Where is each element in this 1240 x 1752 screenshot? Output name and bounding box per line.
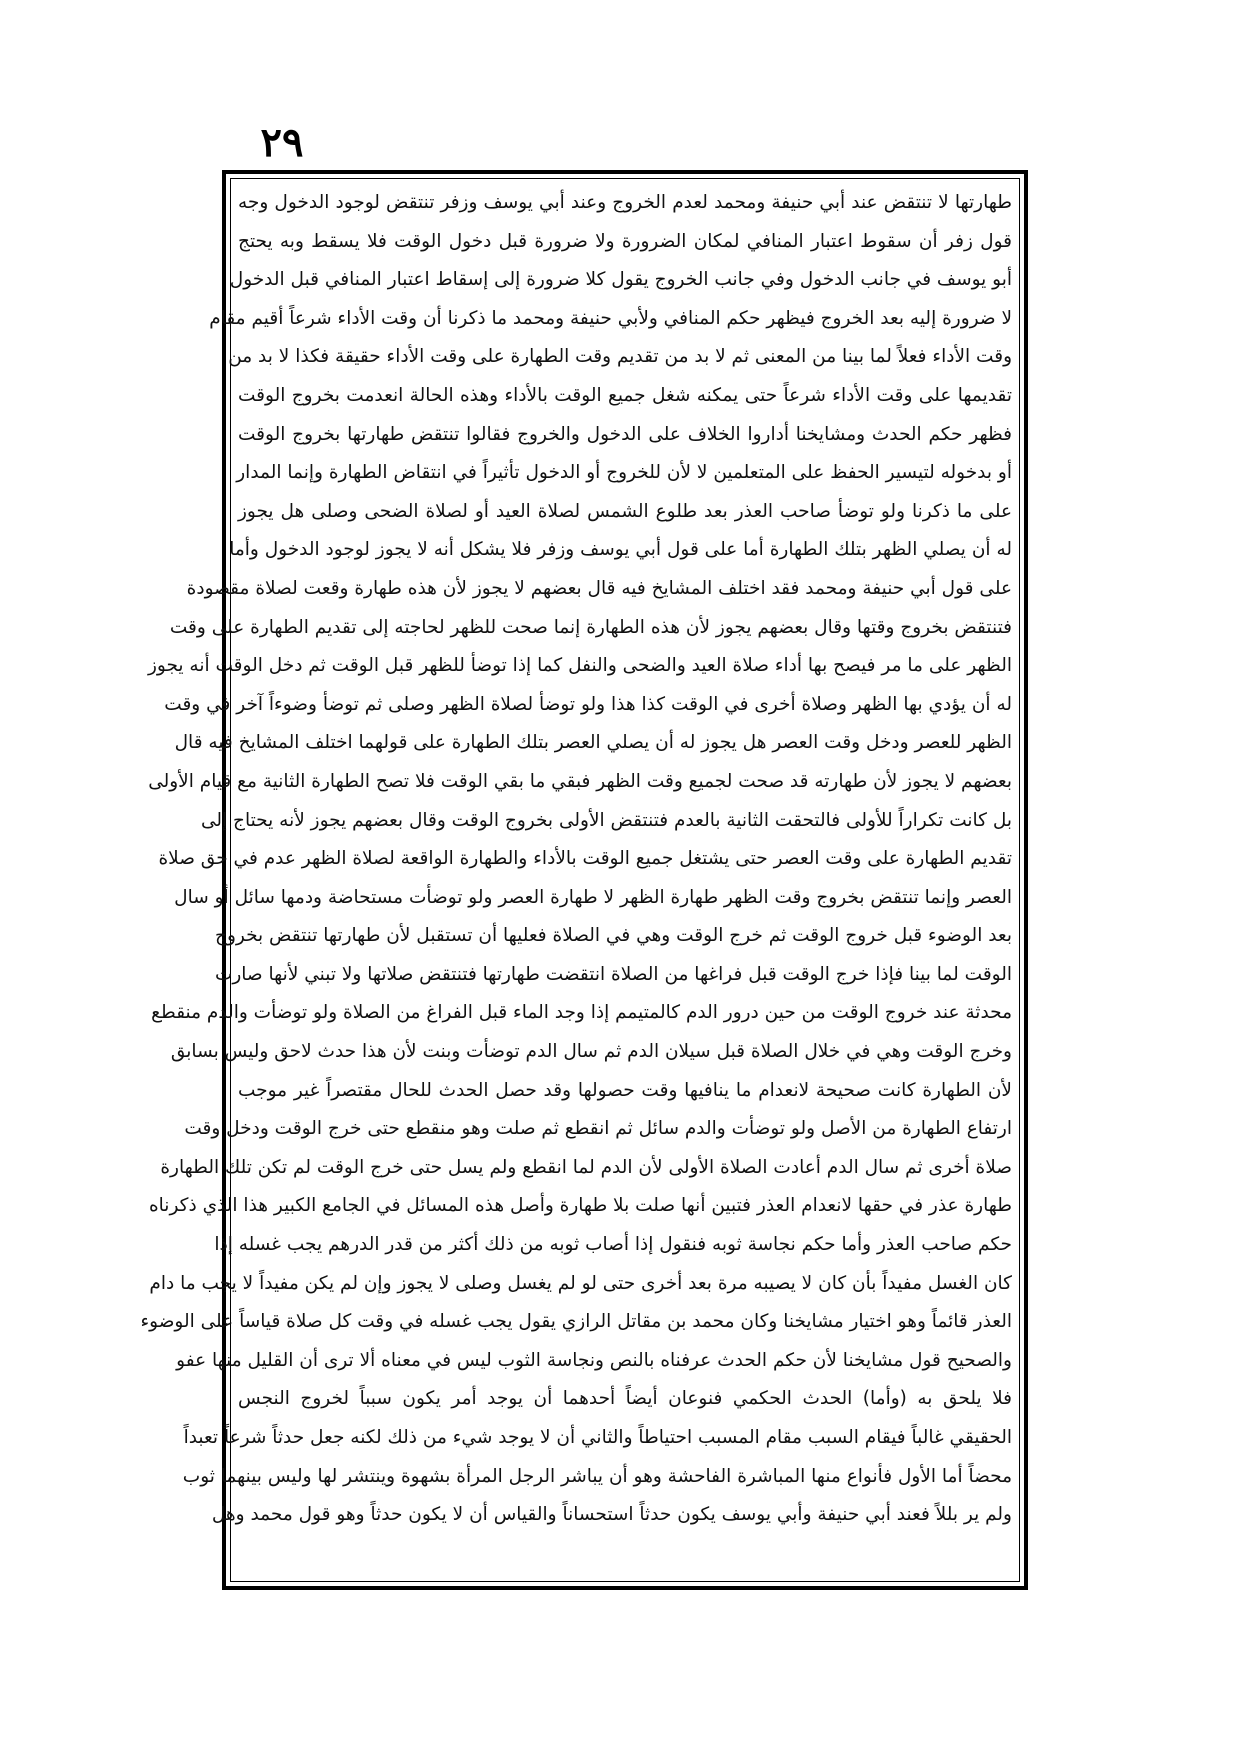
- text-line: طهارة عذر في حقها لانعدام العذر فتبين أنها صلت بلا طهارة وأصل هذه المسائل في الجامع الكبير هذا الذي ذكرناه: [148, 1195, 1012, 1217]
- text-line: فظهر حكم الحدث ومشايخنا أداروا الخلاف على الدخول والخروج فقالوا تنتقض طهارتها بخروج الوقت: [238, 423, 1012, 445]
- text-line: أبو يوسف في جانب الدخول وفي جانب الخروج يقول كلا ضرورة إلى إسقاط اعتبار المنافي قبل الدخول: [229, 269, 1012, 291]
- text-body: [140, 184, 1012, 1576]
- text-line: فتنتقض بخروج وقتها وقال بعضهم يجوز لأن هذه الطهارة إنما صحت للظهر لحاجته إلى تقديم الطهارة على وقت: [169, 616, 1012, 638]
- text-line: له أن يصلي الظهر بتلك الطهارة أما على قول أبي يوسف وزفر فلا يشكل أنه لا يجوز لوجود الدخول وأما: [229, 539, 1012, 561]
- text-line: قول زفر أن سقوط اعتبار المنافي لمكان الضرورة ولا ضرورة قبل دخول الوقت فلا يسقط وبه يحتج: [238, 230, 1012, 252]
- text-line: له أن يؤدي بها الظهر وصلاة أخرى في الوقت كذا هذا ولو توضأ لصلاة الظهر وصلى ثم توضأ وضوءاً آخر في وقت: [164, 693, 1012, 715]
- text-line: ولم ير بللاً فعند أبي حنيفة وأبي يوسف يكون حدثاً استحساناً والقياس أن لا يكون حدثاً وهو قول محمد وهل: [211, 1504, 1012, 1526]
- text-line: محضاً أما الأول فأنواع منها المباشرة الفاحشة وهو أن يباشر الرجل المرأة بشهوة وينتشر لها وليس بينهما ثوب: [182, 1465, 1012, 1487]
- text-line: ارتفاع الطهارة من الأصل ولو توضأت والدم سائل ثم انقطع ثم صلت وهو منقطع حتى خرج الوقت ودخل وقت: [184, 1118, 1012, 1140]
- text-line: تقديمها على وقت الأداء شرعاً حتى يمكنه شغل جميع الوقت بالأداء وهذه الحالة انعدمت بخروج الوقت: [238, 384, 1012, 406]
- text-line: أو بدخوله لتيسير الحفظ على المتعلمين لا لأن للخروج أو الدخول تأثيراً في انتقاض الطهارة وإنما المدار: [236, 462, 1012, 484]
- text-line: لأن الطهارة كانت صحيحة لانعدام ما ينافيها وقت حصولها وقد حصل الحدث للحال مقتصراً غير موجب: [238, 1079, 1012, 1101]
- text-line: العذر قائماً وهو اختيار مشايخنا وكان محمد بن مقاتل الرازي يقول يجب غسله في وقت كل صلاة قياساً على الوضوء: [140, 1311, 1012, 1333]
- text-line: وخرج الوقت وهي في خلال الصلاة قبل سيلان الدم ثم سال الدم توضأت وبنت لأن هذا حدث لاحق وليس بسابق: [170, 1041, 1012, 1063]
- page-number: ٢٩: [260, 119, 304, 166]
- text-line: الظهر على ما مر فيصح بها أداء صلاة العيد والضحى والنفل كما إذا توضأ للظهر قبل الوقت ثم دخل الوقت أنه يجوز: [147, 655, 1012, 677]
- text-line: الظهر للعصر ودخل وقت العصر هل يجوز له أن يصلي العصر بتلك الطهارة على قولهما اختلف المشايخ فيه قال: [174, 732, 1012, 754]
- text-line: الحقيقي غالباً فيقام السبب مقام المسبب احتياطاً والثاني أن لا يوجد شيء من ذلك لكنه جعل حدثاً شرعاً تعبداً: [183, 1427, 1012, 1448]
- text-line: طهارتها لا تنتقض عند أبي حنيفة ومحمد لعدم الخروج وعند أبي يوسف وزفر تنتقض لوجود الدخول وجه: [238, 192, 1012, 213]
- text-line: الوقت لما بينا فإذا خرج الوقت قبل فراغها من الصلاة انتقضت طهارتها فتنتقض صلاتها ولا تبني لأنها صارت: [214, 963, 1012, 985]
- text-line: صلاة أخرى ثم سال الدم أعادت الصلاة الأولى لأن الدم لما انقطع ولم يسل حتى خرج الوقت لم تكن تلك الطهارة: [160, 1156, 1012, 1178]
- text-line: بعد الوضوء قبل خروج الوقت ثم خرج الوقت وهي في الصلاة فعليها أن تستقبل لأن طهارتها تنتقض بخروج: [215, 925, 1012, 947]
- text-line: حكم صاحب العذر وأما حكم نجاسة ثوبه فنقول إذا أصاب ثوبه من ذلك أكثر من قدر الدرهم يجب غسله إذا: [214, 1234, 1012, 1256]
- text-line: محدثة عند خروج الوقت من حين درور الدم كالمتيمم إذا وجد الماء قبل الفراغ من الصلاة ولو توضأت والدم منقطع: [151, 1002, 1012, 1024]
- text-line: [238, 1535, 1012, 1574]
- text-line: كان الغسل مفيداً بأن كان لا يصيبه مرة بعد أخرى حتى لو لم يغسل وصلى لا يجوز وإن لم يكن مفيداً لا يجب ما دام: [149, 1272, 1012, 1294]
- text-line: على ما ذكرنا ولو توضأ صاحب العذر بعد طلوع الشمس لصلاة العيد أو لصلاة الضحى وصلى هل يجوز: [238, 500, 1012, 522]
- text-line: والصحيح قول مشايخنا لأن حكم الحدث عرفناه بالنص ونجاسة الثوب ليس في معناه ألا ترى أن القليل منها عفو: [176, 1349, 1012, 1371]
- text-line: على قول أبي حنيفة ومحمد فقد اختلف المشايخ فيه قال بعضهم لا يجوز لأن هذه طهارة وقعت لصلاة مقصودة: [186, 577, 1012, 599]
- text-line: بعضهم لا يجوز لأن طهارته قد صحت لجميع وقت الظهر فبقي ما بقي الوقت فلا تصح الطهارة الثانية مع قيام الأولى: [148, 770, 1012, 792]
- text-line: لا ضرورة إليه بعد الخروج فيظهر حكم المنافي ولأبي حنيفة ومحمد ما ذكرنا أن وقت الأداء شرعاً أقيم مقام: [209, 307, 1012, 329]
- text-line: بل كانت تكراراً للأولى فالتحقت الثانية بالعدم فتنتقض الأولى بخروج الوقت وقال بعضهم يجوز لأنه يحتاج إلى: [200, 809, 1012, 831]
- text-line: العصر وإنما تنتقض بخروج وقت الظهر طهارة الظهر لا طهارة العصر ولو توضأت مستحاضة ودمها سائل أو سال: [174, 886, 1012, 908]
- text-line: تقديم الطهارة على وقت العصر حتى يشتغل جميع الوقت بالأداء والطهارة الواقعة لصلاة الظهر عدم في حق صلاة: [158, 848, 1012, 870]
- text-line: وقت الأداء فعلاً لما بينا من المعنى ثم لا بد من تقديم وقت الطهارة على وقت الأداء حقيقة فكذا لا بد من: [228, 346, 1012, 368]
- text-line: فلا يلحق به (وأما) الحدث الحكمي فنوعان أيضاً أحدهما أن يوجد أمر يكون سبباً لخروج النجس: [238, 1388, 1012, 1410]
